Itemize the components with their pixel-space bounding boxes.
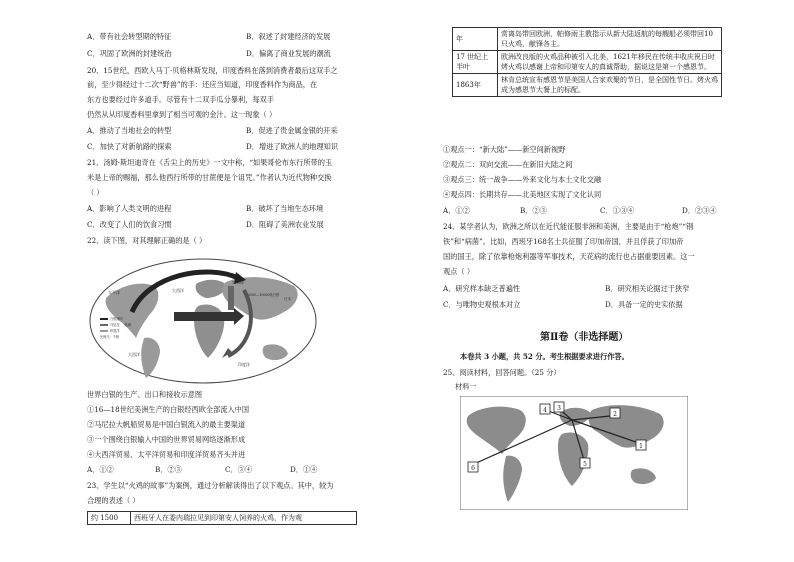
q20-option-b[interactable]: B．促进了贵金属金银的开采 <box>246 126 338 135</box>
q24-stem-line: 24、某学者认为，欧洲之所以在近代能征服非洲和美洲，主要是由于“枪炮”“钢 <box>443 222 694 231</box>
q21-stem-line: （ ） <box>87 188 104 197</box>
q22-item: ③一个围绕白银输入中国的世界贸易网络逐渐形成 <box>87 435 246 444</box>
q23-item: ①观点一：“新大陆”——新空间新视野 <box>443 145 566 154</box>
q21-option-d[interactable]: D．阻碍了美洲农业发展 <box>246 220 324 229</box>
q23-table-start <box>87 511 357 525</box>
q22-map-caption: 世界白银的生产、出口和接收示意图 <box>87 390 203 399</box>
q21-stem-line: 米是上帝的赐福，那么他西行所带的甘蔗便是个诅咒。”作者认为近代物种交换 <box>87 173 332 182</box>
q19-option-b[interactable]: B．叙述了封建经济的发展 <box>246 32 331 41</box>
q21-option-c[interactable]: C．改变了人们的饮食习惯 <box>87 220 172 229</box>
table-row <box>453 51 722 74</box>
q25-stem: 25、阅读材料，回答问题。（25 分） <box>443 368 561 377</box>
table-cell-year: 年 <box>453 28 498 51</box>
map-legend-entry: 比例尺：千吨 <box>100 335 120 339</box>
q23-option-c[interactable]: C．①③④ <box>600 206 635 215</box>
q20-stem-line: 20、15世纪，西欧人马丁·贝格林斯发现，印度香料在落到消费者最后这双手之 <box>87 66 338 75</box>
q25-material-label: 材料一 <box>455 382 477 391</box>
map-marker-6: 6 <box>471 465 475 472</box>
q23-option-b[interactable]: B．②③ <box>520 206 547 215</box>
q22-stem: 22、读下图，对其理解正确的是（ ） <box>87 236 207 245</box>
map-label: 大西洋 <box>172 288 184 293</box>
q23-stem-line: 23、学生以“火鸡的故事”为案例，通过分析解读得出了以下观点。其中，较为 <box>87 481 334 490</box>
q20-option-a[interactable]: A．推动了当地社会的转型 <box>87 126 172 135</box>
q19-option-d[interactable]: D．偏离了商业发展的潮流 <box>246 49 331 58</box>
silver-flow-map <box>88 256 318 386</box>
q23-option-a[interactable]: A．①② <box>443 206 470 215</box>
table-cell-event: 赏离岛带回欧洲，帕修雨主教指示从新大陆返航的每艘船必须带回10只火鸡，献锋各主。 <box>498 28 722 51</box>
map-legend-entry: 白银流向 <box>110 317 123 321</box>
q24-option-a[interactable]: A．研究样本缺乏普遍性 <box>443 284 521 293</box>
q20-stem-line: 前，至少得经过十二次“野兽”的手：还应当知道，印度香料作为商品，在 <box>87 80 318 89</box>
q20-option-c[interactable]: C．加快了对新航路的探索 <box>87 142 172 151</box>
table-cell-year: 17 世纪上半叶 <box>453 51 498 74</box>
map-label: 1700年 <box>232 281 245 285</box>
map-legend-entry: 马尼拉 <box>110 323 120 327</box>
q22-item: ②马尼拉大帆船贸易是中国白银流入的最主要渠道 <box>87 420 246 429</box>
q21-option-a[interactable]: A．影响了人类文明的进程 <box>87 204 172 213</box>
q22-option-a[interactable]: A．①② <box>87 465 114 474</box>
q24-stem-line: 铁”和“病菌”。比如，西班牙168名士兵征服了印加帝国，并且俘获了印加帝 <box>443 237 684 246</box>
q24-option-d[interactable]: D．具备一定的史实依据 <box>605 300 683 309</box>
q21-stem-line: 21、汤姆·斯坦迪奇在《舌尖上的历史》一文中称，“如果哥伦布东行所带的玉 <box>87 158 333 167</box>
table-cell-event: 欧洲改良版的火鸡品种被引入北美，1621年移民在传统丰收庆祝日时烤火鸡以感谢上帝和印第安人的真诚帮助，据说这是第一个感恩节。 <box>498 51 722 74</box>
q23-table-continued <box>452 27 722 97</box>
q23-item: ④观点四：长期共存——北美地区实现了文化认同 <box>443 190 602 199</box>
section-note: 本卷共 3 小题，共 52 分。考生根据要求进行作答。 <box>460 352 629 361</box>
map-marker-3: 3 <box>557 405 561 412</box>
q25-world-map <box>460 396 688 510</box>
map-marker-1: 1 <box>639 443 643 450</box>
table-row <box>453 74 722 97</box>
map-label: 美洲 <box>124 323 131 327</box>
table-cell-event: 西班牙人在委内瑞拉见到印第安人饲养的火鸡，作为观 <box>131 512 357 525</box>
map-label: 3000—10000吨白银 <box>248 293 280 297</box>
q23-item: ②观点二：双向交流——在新旧大陆之间 <box>443 160 573 169</box>
table-row <box>88 512 357 525</box>
q24-stem-line: 国的国王，除了依靠枪炮利器等军事技术，天花病的流行也占据重要因素。这一 <box>443 252 695 261</box>
q19-option-c[interactable]: C．巩固了欧洲的封建统治 <box>87 49 172 58</box>
map-label: 大西洋 <box>128 352 140 357</box>
q22-item: ④大西洋贸易、太平洋贸易和印度洋贸易齐头并进 <box>87 450 246 459</box>
table-cell-year: 约 1500 <box>88 512 131 525</box>
q20-option-d[interactable]: D．增进了欧洲人的地理知识 <box>246 142 339 151</box>
map-marker-5: 5 <box>583 461 587 468</box>
q24-option-b[interactable]: B．研究相关论据过于狭窄 <box>605 284 690 293</box>
q23-option-d[interactable]: D．②③④ <box>682 206 717 215</box>
map-label: 印度洋 <box>238 362 250 367</box>
q23-stem-line: 合理的表述（ ） <box>87 496 140 505</box>
q20-stem-line: 东方也要经过许多道手。尽管有十二双手瓜分暴利，每双手 <box>87 95 274 104</box>
q19-option-a[interactable]: A．带有社会转型期的特征 <box>87 32 172 41</box>
q24-option-c[interactable]: C．与唯物史观根本对立 <box>443 300 521 309</box>
map-label: 日本 <box>284 297 291 301</box>
q22-option-c[interactable]: C．③④ <box>225 465 253 474</box>
q21-option-b[interactable]: B．破坏了当地生态环境 <box>246 204 324 213</box>
map-legend-entry: 印度洋 <box>110 329 120 333</box>
map-marker-2: 2 <box>613 411 617 418</box>
q22-item: ①16—18世纪美洲生产的白银经西欧全部流入中国 <box>87 405 250 414</box>
section-title: 第Ⅱ卷（非选择题） <box>540 332 629 343</box>
map-label: 太平洋 <box>108 290 120 295</box>
q22-option-b[interactable]: B．②③ <box>155 465 182 474</box>
table-cell-year: 1863年 <box>453 74 498 97</box>
table-row <box>453 28 722 51</box>
q22-option-d[interactable]: D．①④ <box>290 465 318 474</box>
table-cell-event: 林肯总统宣布感恩节是美国人合家欢聚的节日，是全国性节日。烤火鸡成为感恩节大餐上的标配。 <box>498 74 722 97</box>
q20-stem-line: 仍然从从印度香料里拿到了相当可观的金汁。这一现象（ ） <box>87 110 277 119</box>
map-marker-4: 4 <box>543 407 547 414</box>
q24-stem-line: 观点（ ） <box>443 267 475 276</box>
q23-item: ③观点三：统一战争——外来文化与本土文化交融 <box>443 175 602 184</box>
